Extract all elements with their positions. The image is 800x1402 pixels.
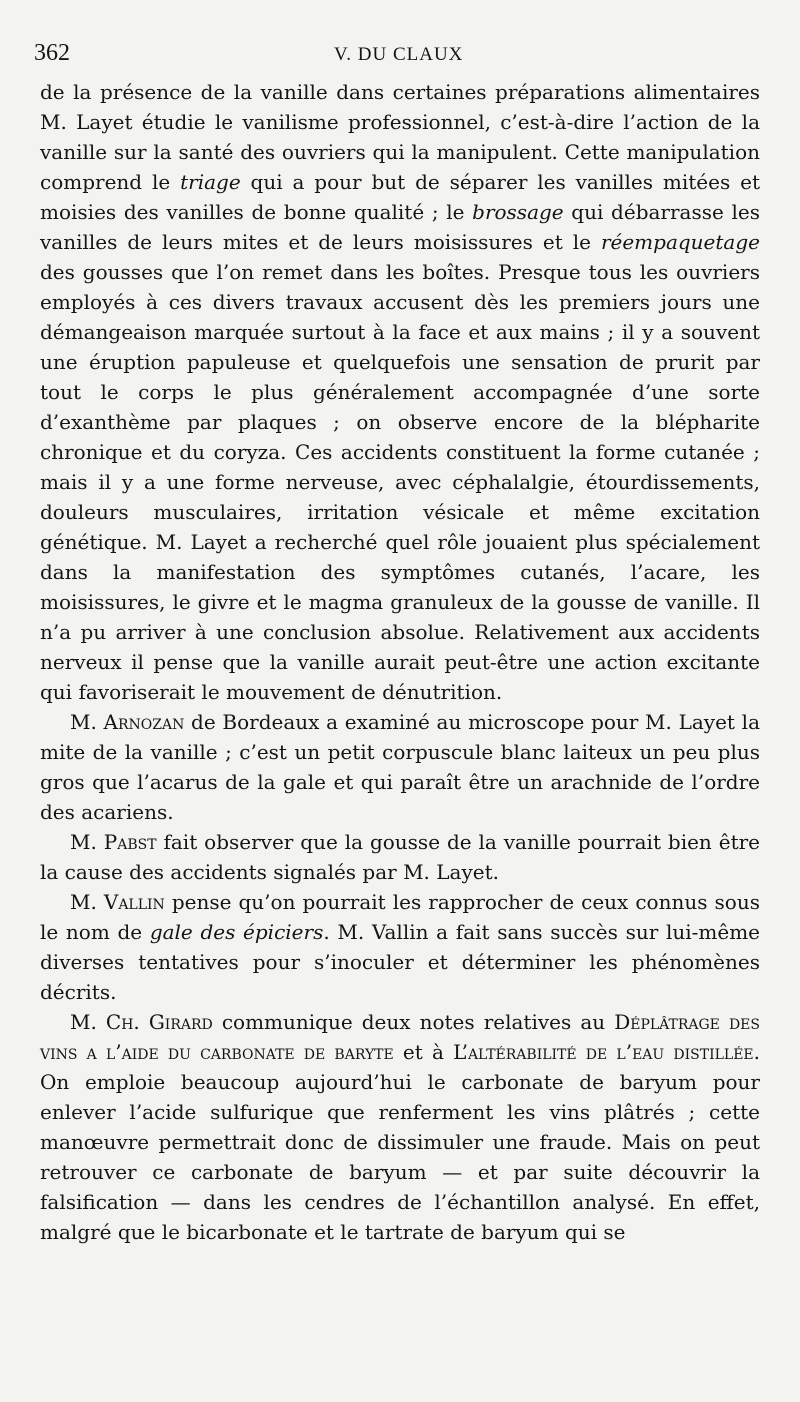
text-segment: . On emploie beaucoup aujourd’hui le carbonate de baryum pour enlever l’acide sulfurique que renferment les vins plâtrés ; cette manœuvre permettrait donc de dissimuler une fraude. Mais on peut retrouver ce carbonate de baryum — et par suite découvrir la falsification — dans les cendres de l’échantillon analysé. En effet, malgré que le bicarbonate et le tartrate de baryum qui se (40, 1040, 760, 1244)
small-caps-text: Vallin (103, 890, 165, 914)
italic-text: gale des épiciers (149, 920, 324, 944)
text-segment: fait observer que la gousse de la vanille pourrait bien être la cause des accidents signalés par M. Layet. (40, 830, 761, 884)
small-caps-text: Pabst (103, 830, 157, 854)
text-segment: . M. Vallin a fait sans succès sur lui-même diverses tentatives pour s’inoculer et déterminer les phénomènes décrits. (40, 920, 760, 1004)
text-segment: et à (393, 1040, 454, 1064)
text-segment: qui a pour but de séparer les vanilles mitées et moisies des vanilles de bonne qualité ; le (40, 170, 760, 224)
running-title: V. DU CLAUX (334, 44, 464, 65)
text-segment: de la présence de la vanille dans certaines préparations alimentaires M. Layet étudie le vanilisme professionnel, c’est-à-dire l’action de la vanille sur la santé des ouvriers qui la manipulent. Cette manipulation comprend le (40, 80, 760, 194)
paragraph (40, 77, 760, 707)
italic-text: brossage (472, 200, 564, 224)
page-header (34, 40, 764, 76)
page-number: 362 (34, 40, 70, 66)
paragraph (40, 887, 760, 1007)
text-segment: des gousses que l’on remet dans les boîtes. Presque tous les ouvriers employés à ces divers travaux accusent dès les premiers jours une démangeaison marquée surtout à la face et aux mains ; il y a souvent une éruption papuleuse et quelquefois une sensation de prurit par tout le corps le plus généralement accompagnée d’une sorte d’exanthème par plaques ; on observe encore de la blépharite chronique et du coryza. Ces accidents constituent la forme cutanée ; mais il y a une forme nerveuse, avec céphalalgie, étourdissements, douleurs musculaires, irritation vésicale et même excitation génétique. M. Layet a recherché quel rôle jouaient plus spécialement dans la manifestation des symptômes cutanés, l’acare, les moisissures, le givre et le magma granuleux de la gousse de vanille. Il n’a pu arriver à une conclusion absolue. Relativement aux accidents nerveux il pense que la vanille aurait peut-être une action excitante qui favoriserait le mouvement de dénutrition. (40, 260, 760, 704)
paragraph (40, 827, 760, 887)
small-caps-text: Arnozan (103, 710, 185, 734)
paragraph (40, 707, 760, 827)
text-segment: de Bordeaux a examiné au microscope pour M. Layet la mite de la vanille ; c’est un petit corpuscule blanc laiteux un peu plus gros que l’acarus de la gale et qui paraît être un arachnide de l’ordre des acariens. (40, 710, 760, 824)
text-segment: M. (70, 890, 104, 914)
text-segment: qui débarrasse les vanilles de leurs mites et de leurs moisissures et le (40, 200, 760, 254)
italic-text: triage (180, 170, 241, 194)
text-segment: M. (70, 710, 104, 734)
italic-text: réempaquetage (600, 230, 760, 254)
paragraph (40, 1007, 760, 1247)
text-segment: M. (70, 830, 104, 854)
text-segment: pense qu’on pourrait les rapprocher de ceux connus sous le nom de (40, 890, 760, 944)
text-segment: communique deux notes relatives au (212, 1010, 615, 1034)
body-text (40, 77, 760, 1247)
small-caps-text: Déplâtrage des vins a l’aide du carbonate de baryte (40, 1010, 760, 1064)
small-caps-text: Ch. Girard (105, 1010, 213, 1034)
small-caps-text: L’altérabilité de l’eau distillée (453, 1040, 754, 1064)
text-segment: M. (70, 1010, 106, 1034)
